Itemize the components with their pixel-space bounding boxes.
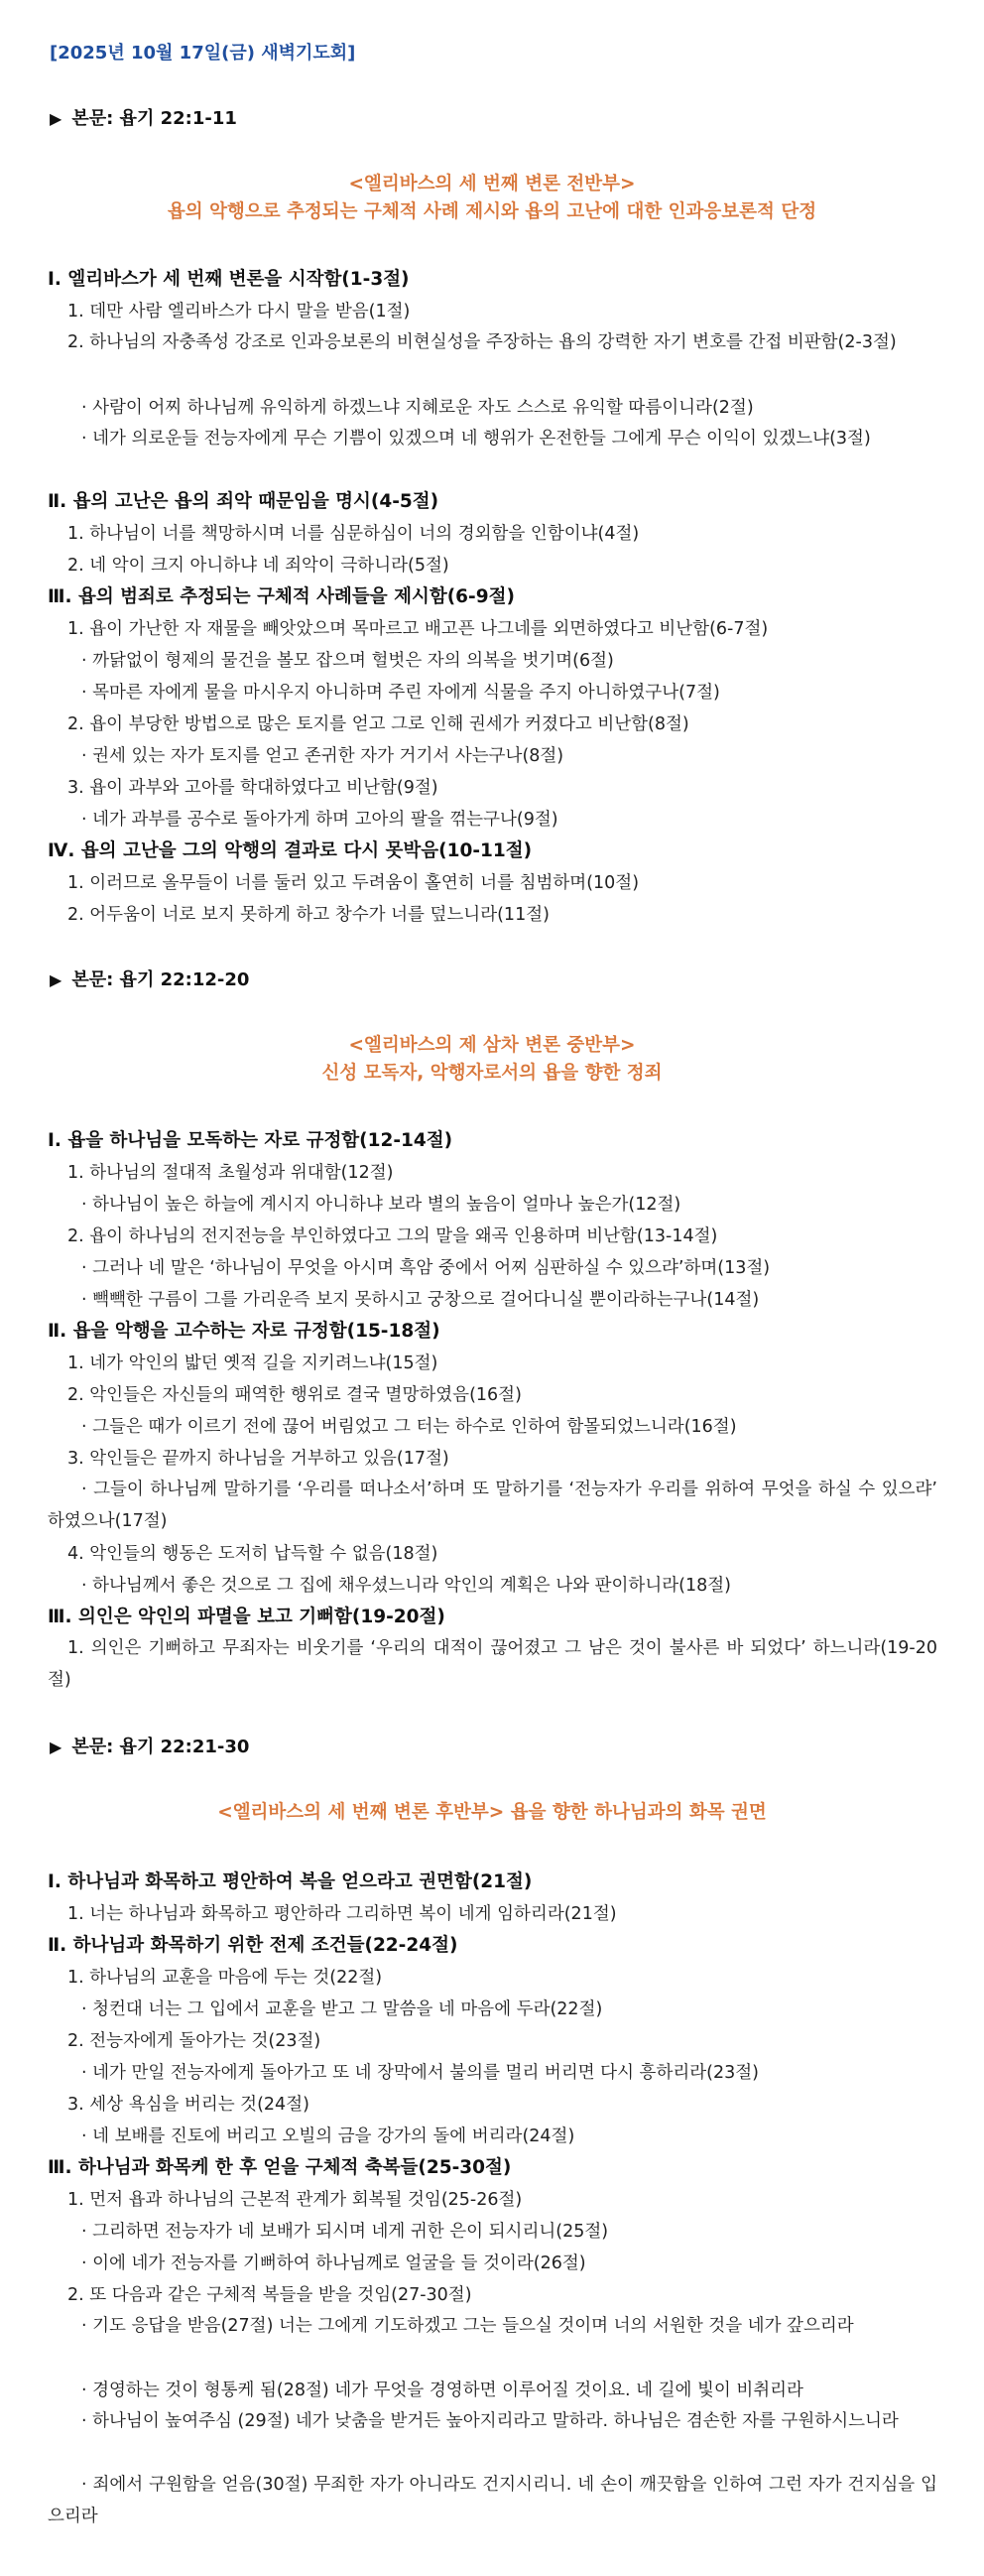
outline-verse: · 하나님이 높여주심 (29절) 네가 낮춤을 받거든 높아지리라고 말하라. 하나님은 겸손한 자를 구원하시느니라 — [81, 2411, 899, 2431]
passage-heading — [50, 108, 237, 130]
outline-verse: · 까닭없이 형제의 물건을 볼모 잡으며 헐벗은 자의 의복을 벗기며(6절) — [81, 651, 614, 671]
outline-item: 3. 욥이 과부와 고아를 학대하였다고 비난함(9절) — [67, 778, 438, 798]
outline-verse: · 그러나 네 말은 ‘하나님이 무엇을 아시며 흑암 중에서 어찌 심판하실 수 있으랴’하며(13절) — [81, 1258, 771, 1278]
document-header: [2025년 10월 17일(금) 새벽기도회] — [50, 43, 356, 64]
passage-reference: 본문: 욥기 22:1-11 — [71, 108, 237, 129]
outline-item: 1. 데만 사람 엘리바스가 다시 말을 받음(1절) — [67, 302, 411, 322]
outline-heading: Ⅲ. 하나님과 화목케 한 후 얻을 구체적 축복들(25-30절) — [48, 2157, 512, 2178]
outline-verse: · 네 보배를 진토에 버리고 오빌의 금을 강가의 돌에 버리라(24절) — [81, 2126, 575, 2146]
outline-verse: · 이에 네가 전능자를 기뻐하여 하나님께로 얼굴을 들 것이라(26절) — [81, 2254, 586, 2273]
outline-item: 2. 또 다음과 같은 구체적 복들을 받을 것임(27-30절) — [67, 2285, 472, 2305]
section-title: <엘리바스의 세 번째 변론 후반부> 욥을 향한 하나님과의 화목 권면 — [217, 1802, 767, 1823]
outline-heading: Ⅱ. 욥을 악행을 고수하는 자로 규정함(15-18절) — [48, 1321, 440, 1342]
section-title: 신성 모독자, 악행자로서의 욥을 향한 정죄 — [321, 1063, 663, 1084]
outline-item: 1. 하나님의 절대적 초월성과 위대함(12절) — [67, 1163, 394, 1183]
outline-heading: Ⅳ. 욥의 고난을 그의 악행의 결과로 다시 못박음(10-11절) — [48, 840, 533, 861]
triangle-bullet-icon: ▶ — [50, 970, 62, 989]
outline-verse: · 권세 있는 자가 토지를 얻고 존귀한 자가 거기서 사는구나(8절) — [81, 746, 564, 766]
outline-item: 2. 욥이 부당한 방법으로 많은 토지를 얻고 그로 인해 권세가 커졌다고 비난함(8절) — [67, 714, 689, 734]
outline-verse: · 죄에서 구원함을 얻음(30절) 무죄한 자가 아니라도 건지시리니. 네 손이 깨끗함을 인하여 그런 자가 건지심을 입으리라 — [48, 2475, 937, 2526]
outline-item: 2. 전능자에게 돌아가는 것(23절) — [67, 2031, 321, 2051]
outline-verse: · 그들은 때가 이르기 전에 끊어 버림었고 그 터는 하수로 인하여 함몰되었느니라(16절) — [81, 1417, 737, 1437]
outline-verse: · 청컨대 너는 그 입에서 교훈을 받고 그 말씀을 네 마음에 두라(22절) — [81, 1999, 603, 2019]
triangle-bullet-icon: ▶ — [50, 1738, 62, 1756]
outline-item: 1. 먼저 욥과 하나님의 근본적 관계가 회복될 것임(25-26절) — [67, 2190, 523, 2210]
outline-item: 3. 악인들은 끝까지 하나님을 거부하고 있음(17절) — [67, 1449, 449, 1469]
outline-verse: · 그들이 하나님께 말하기를 ‘우리를 떠나소서’하며 또 말하기를 ‘전능자가 우리를 위하여 무엇을 하실 수 있으랴’ 하였으나(17절) — [48, 1480, 937, 1531]
outline-item: 1. 이러므로 올무들이 너를 둘러 있고 두려움이 홀연히 너를 침범하며(10절) — [67, 873, 640, 893]
outline-item: 2. 악인들은 자신들의 패역한 행위로 결국 멸망하였음(16절) — [67, 1385, 522, 1405]
outline-item: 1. 네가 악인의 밟던 옛적 길을 지키려느냐(15절) — [67, 1353, 438, 1373]
outline-item: 2. 욥이 하나님의 전지전능을 부인하였다고 그의 말을 왜곡 인용하며 비난함(13-14절) — [67, 1226, 718, 1246]
outline-verse: · 그리하면 전능자가 네 보배가 되시며 네게 귀한 은이 되시리니(25절) — [81, 2222, 609, 2242]
outline-verse: · 네가 만일 전능자에게 돌아가고 또 네 장막에서 불의를 멀리 버리면 다시 흥하리라(23절) — [81, 2063, 760, 2083]
outline-heading: Ⅰ. 욥을 하나님을 모독하는 자로 규정함(12-14절) — [48, 1130, 453, 1151]
outline-heading: Ⅲ. 의인은 악인의 파멸을 보고 기뻐함(19-20절) — [48, 1607, 445, 1627]
outline-item: 4. 악인들의 행동은 도저히 납득할 수 없음(18절) — [67, 1544, 438, 1564]
outline-item: 1. 의인은 기뻐하고 무죄자는 비웃기를 ‘우리의 대적이 끊어졌고 그 남은 것이 불사른 바 되었다’ 하느니라(19-20절) — [48, 1638, 937, 1690]
outline-verse: · 빽빽한 구름이 그를 가리운즉 보지 못하시고 궁창으로 걸어다니실 뿐이라하는구나(14절) — [81, 1290, 760, 1310]
passage-heading — [50, 1737, 249, 1758]
outline-verse: · 사람이 어찌 하나님께 유익하게 하겠느냐 지혜로운 자도 스스로 유익할 따름이니라(2절) — [81, 398, 754, 418]
section-title: <엘리바스의 제 삼차 변론 중반부> — [348, 1035, 636, 1056]
passage-heading — [50, 969, 249, 991]
outline-verse: · 네가 과부를 공수로 돌아가게 하며 고아의 팔을 꺾는구나(9절) — [81, 810, 558, 830]
passage-reference: 본문: 욥기 22:12-20 — [71, 969, 250, 990]
triangle-bullet-icon: ▶ — [50, 109, 62, 128]
outline-item: 3. 세상 욕심을 버리는 것(24절) — [67, 2095, 309, 2115]
outline-verse: · 네가 의로운들 전능자에게 무슨 기쁨이 있겠으며 네 행위가 온전한들 그에게 무슨 이익이 있겠느냐(3절) — [81, 429, 871, 449]
outline-verse: · 기도 응답을 받음(27절) 너는 그에게 기도하겠고 그는 들으실 것이며 너의 서원한 것을 네가 갚으리라 — [81, 2316, 854, 2336]
outline-verse: · 경영하는 것이 형통케 됨(28절) 네가 무엇을 경영하면 이루어질 것이요. 네 길에 빛이 비취리라 — [81, 2381, 803, 2400]
outline-heading: Ⅱ. 하나님과 화목하기 위한 전제 조건들(22-24절) — [48, 1935, 458, 1956]
section-title: 욥의 악행으로 추정되는 구체적 사례 제시와 욥의 고난에 대한 인과응보론적 단정 — [167, 201, 817, 222]
outline-item: 1. 너는 하나님과 화목하고 평안하라 그리하면 복이 네게 임하리라(21절) — [67, 1904, 617, 1924]
outline-item: 1. 하나님의 교훈을 마음에 두는 것(22절) — [67, 1968, 383, 1988]
outline-item: 2. 네 악이 크지 아니하냐 네 죄악이 극하니라(5절) — [67, 556, 449, 576]
section-title: <엘리바스의 세 번째 변론 전반부> — [348, 174, 636, 194]
outline-verse: · 하나님이 높은 하늘에 계시지 아니하냐 보라 별의 높음이 얼마나 높은가(12절) — [81, 1195, 681, 1215]
outline-heading: Ⅰ. 엘리바스가 세 번째 변론을 시작함(1-3절) — [48, 269, 410, 290]
outline-verse: · 하나님께서 좋은 것으로 그 집에 채우셨느니라 악인의 계획은 나와 판이하니라(18절) — [81, 1576, 731, 1596]
outline-heading: Ⅲ. 욥의 범죄로 추정되는 구체적 사례들을 제시함(6-9절) — [48, 586, 515, 607]
outline-verse: · 목마른 자에게 물을 마시우지 아니하며 주린 자에게 식물을 주지 아니하였구나(7절) — [81, 683, 720, 703]
outline-item: 1. 하나님이 너를 책망하시며 너를 심문하심이 너의 경외함을 인함이냐(4절) — [67, 524, 640, 544]
outline-heading: Ⅰ. 하나님과 화목하고 평안하여 복을 얻으라고 권면함(21절) — [48, 1871, 533, 1892]
outline-item: 1. 욥이 가난한 자 재물을 빼앗았으며 목마르고 배고픈 나그네를 외면하였다고 비난함(6-7절) — [67, 619, 769, 639]
outline-heading: Ⅱ. 욥의 고난은 욥의 죄악 때문임을 명시(4-5절) — [48, 491, 439, 512]
outline-item: 2. 하나님의 자충족성 강조로 인과응보론의 비현실성을 주장하는 욥의 강력한 자기 변호를 간접 비판함(2-3절) — [67, 332, 897, 352]
passage-reference: 본문: 욥기 22:21-30 — [71, 1737, 250, 1757]
outline-item: 2. 어두움이 너로 보지 못하게 하고 창수가 너를 덮느니라(11절) — [67, 905, 550, 925]
